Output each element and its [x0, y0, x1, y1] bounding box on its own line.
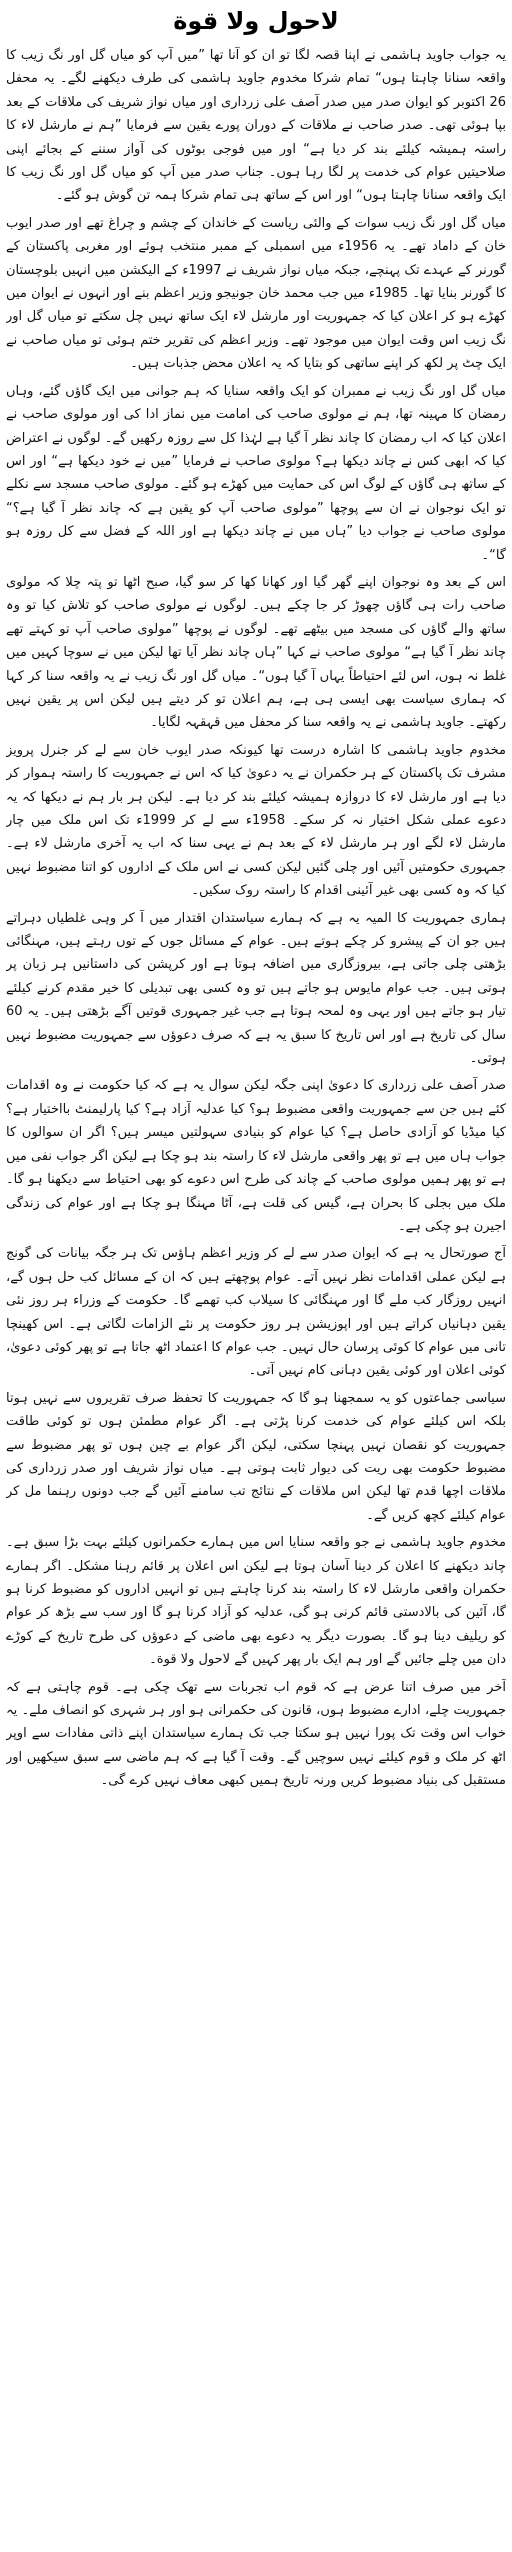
article-paragraph: اس کے بعد وہ نوجوان اپنے گھر گیا اور کھانا کھا کر سو گیا، صبح اٹھا تو پتہ چلا کہ مولوی صاحب رات ہی گاؤں چھوڑ کر جا چکے ہیں۔ لوگوں نے مولوی صاحب کو تلاش کیا تو وہ ساتھ والے گاؤں کی مسجد میں بیٹھے تھے۔ لوگوں نے پوچھا ”مولوی صاحب آپ تو کہتے تھے چاند نظر آ گیا ہے“ مولوی صاحب نے کہا ”ہاں چاند نظر آیا تھا لیکن میں نے سوچا کہیں میں غلط نہ ہوں، اس لئے احتیاطاً یہاں آ گیا ہوں“۔ میاں گل اور نگ زیب نے یہ واقعہ سنا کر کہا کہ ہماری سیاست بھی ایسی ہی ہے، ہم اعلان تو کر دیتے ہیں لیکن اس پر یقین نہیں رکھتے۔ جاوید ہاشمی نے یہ واقعہ سنا کر محفل میں قہقہہ لگایا۔: [6, 574, 506, 731]
article-paragraph: آج صورتحال یہ ہے کہ ایوان صدر سے لے کر وزیر اعظم ہاؤس تک ہر جگہ بیانات کی گونج ہے لیکن عملی اقدامات نظر نہیں آتے۔ عوام پوچھتے ہیں کہ ان کے مسائل کب حل ہوں گے، انہیں روزگار کب ملے گا اور مہنگائی کا سیلاب کب تھمے گا۔ حکومت کے وزراء ہر روز نئی یقین دہانیاں کراتے ہیں اور اپوزیشن ہر روز حکومت پر نئے الزامات لگاتی ہے۔ اس کھینچا تانی میں عوام کا کوئی پرسان حال نہیں۔ جب عوام کا اعتماد اٹھ جاتا ہے تو پھر کوئی دعویٰ، کوئی اعلان اور کوئی یقین دہانی کام نہیں آتی۔: [6, 1246, 506, 1379]
article-paragraph: مخدوم جاوید ہاشمی کا اشارہ درست تھا کیونکہ صدر ایوب خان سے لے کر جنرل پرویز مشرف تک پاکستان کے ہر حکمران نے یہ دعویٰ کیا کہ اس نے جمہوریت کا راستہ ہموار کر دیا ہے اور مارشل لاء کا دروازہ ہمیشہ کیلئے بند کر دیا ہے۔ لیکن ہر بار ہم نے دیکھا کہ یہ دعوے عملی شکل اختیار نہ کر سکے۔ 1958ء سے لے کر 1999ء تک اس ملک میں چار مارشل لاء لگے اور ہر مارشل لاء کے بعد ہم نے یہی سنا کہ اب یہ آخری مارشل لاء ہے۔ جمہوری حکومتیں آئیں اور چلی گئیں لیکن کسی نے اس ملک کے اداروں کو اتنا مضبوط نہیں کیا کہ وہ کسی بھی غیر آئینی اقدام کا راستہ روک سکیں۔: [6, 742, 506, 899]
article-paragraph: آخر میں صرف اتنا عرض ہے کہ قوم اب تجربات سے تھک چکی ہے۔ قوم چاہتی ہے کہ جمہوریت چلے، ادارے مضبوط ہوں، قانون کی حکمرانی ہو اور ہر شہری کو انصاف ملے۔ یہ خواب اس وقت تک پورا نہیں ہو سکتا جب تک ہمارے سیاستدان اپنے ذاتی مفادات سے اوپر اٹھ کر ملک و قوم کیلئے نہیں سوچیں گے۔ وقت آ گیا ہے کہ ہم ماضی سے سبق سیکھیں اور مستقبل کی بنیاد مضبوط کریں ورنہ تاریخ ہمیں کبھی معاف نہیں کرے گی۔: [6, 1679, 506, 1789]
article-paragraph: صدر آصف علی زرداری کا دعویٰ اپنی جگہ لیکن سوال یہ ہے کہ کیا حکومت نے وہ اقدامات کئے ہیں جن سے جمہوریت واقعی مضبوط ہو؟ کیا عدلیہ آزاد ہے؟ کیا پارلیمنٹ بااختیار ہے؟ کیا میڈیا کو آزادی حاصل ہے؟ کیا عوام کو بنیادی سہولتیں میسر ہیں؟ اگر ان سوالوں کا جواب ہاں میں ہے تو پھر واقعی مارشل لاء کا راستہ بند ہو چکا ہے لیکن اگر جواب نفی میں ہے تو پھر ہمیں مولوی صاحب کے چاند کی طرح اس دعوے کو بھی احتیاط سے دیکھنا ہو گا۔ ملک میں بجلی کا بحران ہے، گیس کی قلت ہے، آٹا مہنگا ہو چکا ہے اور عوام کی زندگی اجیرن ہو چکی ہے۔: [6, 1078, 506, 1234]
article-paragraph: مخدوم جاوید ہاشمی نے جو واقعہ سنایا اس میں ہمارے حکمرانوں کیلئے بہت بڑا سبق ہے۔ چاند دیکھنے کا اعلان کر دینا آسان ہوتا ہے لیکن اس اعلان پر قائم رہنا مشکل۔ اگر ہمارے حکمران واقعی مارشل لاء کا راستہ بند کرنا چاہتے ہیں تو انہیں اداروں کو مضبوط کرنا ہو گا، آئین کی بالادستی قائم کرنی ہو گی، عدلیہ کو آزاد کرنا ہو گا اور سب سے بڑھ کر عوام کو ریلیف دینا ہو گا۔ بصورت دیگر یہ دعوے بھی ماضی کے دعوؤں کی طرح تاریخ کے کوڑے دان میں چلے جائیں گے اور ہم ایک بار پھر کہیں گے لاحول ولا قوة۔: [6, 1535, 506, 1668]
article-paragraph: ہماری جمہوریت کا المیہ یہ ہے کہ ہمارے سیاستدان اقتدار میں آ کر وہی غلطیاں دہراتے ہیں جو ان کے پیشرو کر چکے ہوتے ہیں۔ عوام کے مسائل جوں کے توں رہتے ہیں، مہنگائی بڑھتی چلی جاتی ہے، بیروزگاری میں اضافہ ہوتا ہے اور کرپشن کی داستانیں ہر زبان پر ہوتی ہیں۔ جب عوام مایوس ہو جاتے ہیں تو وہ کسی بھی تبدیلی کا خیر مقدم کرنے کیلئے تیار ہو جاتے ہیں اور یہی وہ لمحہ ہوتا ہے جب غیر جمہوری قوتیں آگے بڑھتی ہیں۔ یہ 60 سال کی تاریخ ہے اور اس تاریخ کا سبق یہ ہے کہ صرف دعوؤں سے جمہوریت مضبوط نہیں ہوتی۔: [6, 910, 506, 1067]
article-paragraph: میاں گل اور نگ زیب نے ممبران کو ایک واقعہ سنایا کہ ہم جوانی میں ایک گاؤں گئے، وہاں رمضان کا مہینہ تھا، ہم نے مولوی صاحب کی امامت میں نماز ادا کی اور مولوی صاحب نے اعلان کیا کہ اب رمضان کا چاند نظر آ گیا ہے لہٰذا کل سے روزہ رکھیں گے۔ لوگوں نے اعتراض کیا کہ ابھی کس نے چاند دیکھا ہے؟ مولوی صاحب نے فرمایا ”میں نے خود دیکھا ہے“ اور اس کے ساتھ ہی گاؤں کے لوگ اس کی حمایت میں کھڑے ہو گئے۔ مولوی صاحب مسجد سے نکلے تو ایک نوجوان نے ان سے پوچھا ”مولوی صاحب آپ کو یقین ہے کہ چاند نظر آ گیا ہے؟“ مولوی صاحب نے جواب دیا ”ہاں میں نے چاند دیکھا ہے اور اللہ کے فضل سے کل روزہ ہو گا“۔: [6, 383, 506, 563]
column-title: لاحول ولا قوة: [173, 7, 339, 35]
column-body: [6, 44, 506, 2546]
article-paragraph: میاں گل اور نگ زیب سوات کے والئی ریاست کے خاندان کے چشم و چراغ تھے اور صدر ایوب خان کے داماد تھے۔ یہ 1956ء میں اسمبلی کے ممبر منتخب ہوئے اور مغربی پاکستان کے گورنر کے عہدے تک پہنچے، جبکہ میاں نواز شریف نے 1997ء کے الیکشن میں انہیں بلوچستان کا گورنر بنایا تھا۔ 1985ء میں جب محمد خان جونیجو وزیر اعظم بنے اور انہوں نے ایوان میں کھڑے ہو کر اعلان کیا کہ جمہوریت اور مارشل لاء ایک ساتھ نہیں چل سکتے تو میاں گل اور نگ زیب اس وقت ایوان میں موجود تھے۔ وزیر اعظم کی تقریر ختم ہوئی تو میاں صاحب نے ایک چٹ پر لکھ کر اپنے ساتھی کو بتایا کہ یہ اعلان محض جذبات ہیں۔: [6, 215, 506, 372]
article-paragraph: سیاسی جماعتوں کو یہ سمجھنا ہو گا کہ جمہوریت کا تحفظ صرف تقریروں سے نہیں ہوتا بلکہ اس کیلئے عوام کی خدمت کرنا پڑتی ہے۔ اگر عوام مطمئن ہوں تو کوئی طاقت جمہوریت کو نقصان نہیں پہنچا سکتی، لیکن اگر عوام بے چین ہوں تو پھر مضبوط سے مضبوط حکومت بھی ریت کی دیوار ثابت ہوتی ہے۔ میاں نواز شریف اور صدر زرداری کی ملاقات اچھا قدم تھا لیکن اس ملاقات کے نتائج تب سامنے آئیں گے جب دونوں رہنما مل کر عوام کیلئے کچھ کریں گے۔: [6, 1390, 506, 1523]
article-paragraph: یہ جواب جاوید ہاشمی نے اپنا قصہ لگا تو ان کو آنا تھا ”میں آپ کو میاں گل اور نگ زیب کا واقعہ سنانا چاہتا ہوں“ تمام شرکا مخدوم جاوید ہاشمی کی طرف دیکھنے لگے۔ یہ محفل 26 اکتوبر کو ایوان صدر میں صدر آصف علی زرداری اور میاں نواز شریف کی ملاقات کے بعد بپا ہوئی تھی۔ صدر صاحب نے ملاقات کے دوران پورے یقین سے فرمایا ”ہم نے مارشل لاء کا راستہ ہمیشہ کیلئے بند کر دیا ہے“ اور میں فوجی بوٹوں کی آواز سننے کے بجائے اپنی صلاحیتیں عوام کی خدمت پر لگا رہا ہوں۔ جناب صدر میں آپ کو میاں گل اور نگ زیب کا ایک واقعہ سنانا چاہتا ہوں“ اور اس کے ساتھ ہی تمام شرکا ہمہ تن گوش ہو گئے۔: [6, 48, 506, 204]
